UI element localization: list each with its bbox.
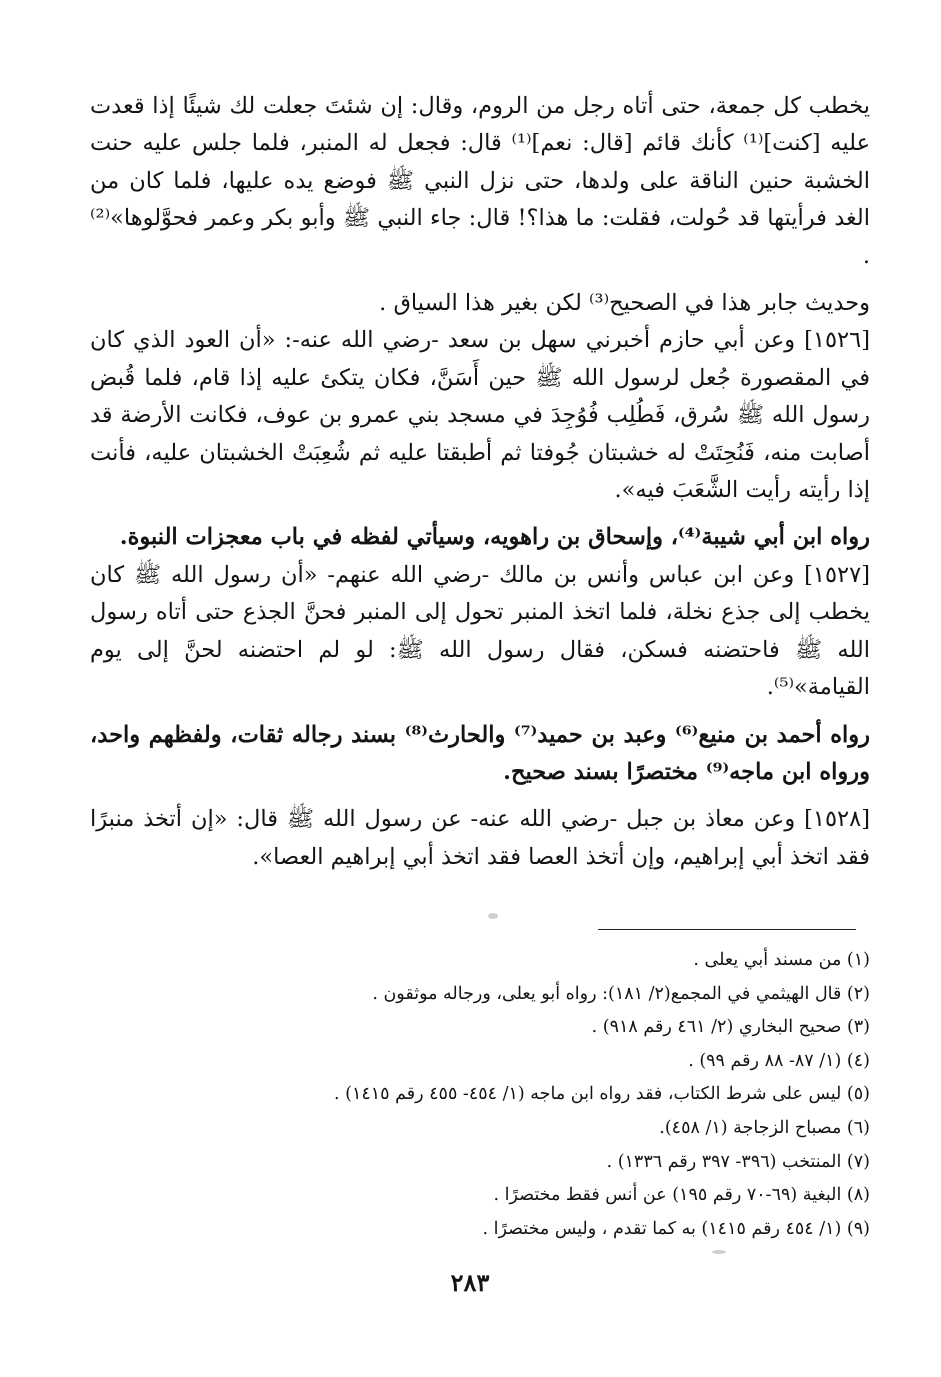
paragraph-jabir-note: وحديث جابر هذا في الصحيح⁽³⁾ لكن بغير هذا السياق . [379, 290, 870, 317]
footnote-7: (٧) المنتخب (٣٩٦- ٣٩٧ رقم ١٣٣٦) . [606, 1151, 870, 1172]
hadith-1526: [١٥٢٦] وعن أبي حازم أخبرني سهل بن سعد -رضي الله عنه-: «أن العود الذي كان في المقصورة جُعل لرسول الله ﷺ حين أَسَنَّ، فكان يتكئ عليه إذا قام، فلما قُبض رسول الله ﷺ سُرق، فَطُلِب فُوُجِدَ في مسجد بني عمرو بن عوف، فكانت الأرضة قد أصابت منه، فَنُحِتَتْ له خشبتان جُوفتا ثم أطبقتا عليه ثم شُعِبَتْ الخشبتان عليه، فأنت إذا رأيته رأيت الشَّعَبَ فيه». [90, 327, 870, 504]
paragraph-continuation: يخطب كل جمعة، حتى أتاه رجل من الروم، وقال: إن شئتَ جعلت لك شيئًا إذا قعدت عليه [كنت]⁽¹⁾ كأنك قائم [قال: نعم]⁽¹⁾ قال: فجعل له المنبر، فلما جلس عليه حنت الخشبة حنين الناقة على ولدها، حتى نزل النبي ﷺ فوضع يده عليها، فلما كان من الغد فرأيتها قد حُولت، فقلت: ما هذا؟! قال: جاء النبي ﷺ وأبو بكر وعمر فحوَّلوها»⁽²⁾ . [90, 93, 870, 269]
footnote-8: (٨) البغية (٦٩-٧٠ رقم ١٩٥) عن أنس فقط مختصرًا . [493, 1185, 870, 1206]
hadith-1528: [١٥٢٨] وعن معاذ بن جبل -رضي الله عنه- عن رسول الله ﷺ قال: «إن أتخذ منبرًا فقد اتخذ أبي إبراهيم، وإن أتخذ العصا فقد اتخذ أبي إبراهيم العصا». [90, 806, 870, 870]
footnote-4: (٤) (١/ ٨٧- ٨٨ رقم ٩٩) . [688, 1050, 870, 1071]
ink-speck [488, 913, 498, 919]
page-number: ٢٨٣ [450, 1268, 490, 1297]
footnote-2: (٢) قال الهيثمي في المجمع(٢/ ١٨١): رواه أبو يعلى، ورجاله موثقون . [372, 983, 870, 1004]
footnote-5: (٥) ليس على شرط الكتاب، فقد رواه ابن ماجه (١/ ٤٥٤- ٤٥٥ رقم ١٤١٥) . [333, 1084, 870, 1105]
narration-note-1527: رواه أحمد بن منيع⁽⁶⁾ وعبد بن حميد⁽⁷⁾ والحارث⁽⁸⁾ بسند رجاله ثقات، ولفظهم واحد، ورواه ابن ماجه⁽⁹⁾ مختصرًا بسند صحيح. [90, 721, 871, 785]
main-text [90, 88, 870, 876]
footnote-divider [598, 929, 856, 930]
ink-speck [712, 1250, 726, 1254]
footnote-6: (٦) مصباح الزجاجة (١/ ٤٥٨). [659, 1117, 870, 1138]
footnote-9: (٩) (١/ ٤٥٤ رقم ١٤١٥) به كما تقدم ، وليس مختصرًا . [482, 1218, 870, 1239]
hadith-1527: [١٥٢٧] وعن ابن عباس وأنس بن مالك -رضي الله عنهم- «أن رسول الله ﷺ كان يخطب إلى جذع نخلة، فلما اتخذ المنبر تحول إلى المنبر فحنَّ الجذع حتى أتاه رسول الله ﷺ فاحتضنه فسكن، فقال رسول الله ﷺ: لو لم احتضنه لحنَّ إلى يوم القيامة»⁽⁵⁾. [90, 561, 870, 701]
footnotes [120, 944, 870, 1246]
footnote-3: (٣) صحيح البخاري (٢/ ٤٦١ رقم ٩١٨) . [591, 1017, 870, 1038]
narration-note-1526: رواه ابن أبي شيبة⁽⁴⁾، وإسحاق بن راهويه، وسيأتي لفظه في باب معجزات النبوة. [119, 524, 870, 551]
footnote-1: (١) من مسند أبي يعلى . [693, 950, 870, 970]
